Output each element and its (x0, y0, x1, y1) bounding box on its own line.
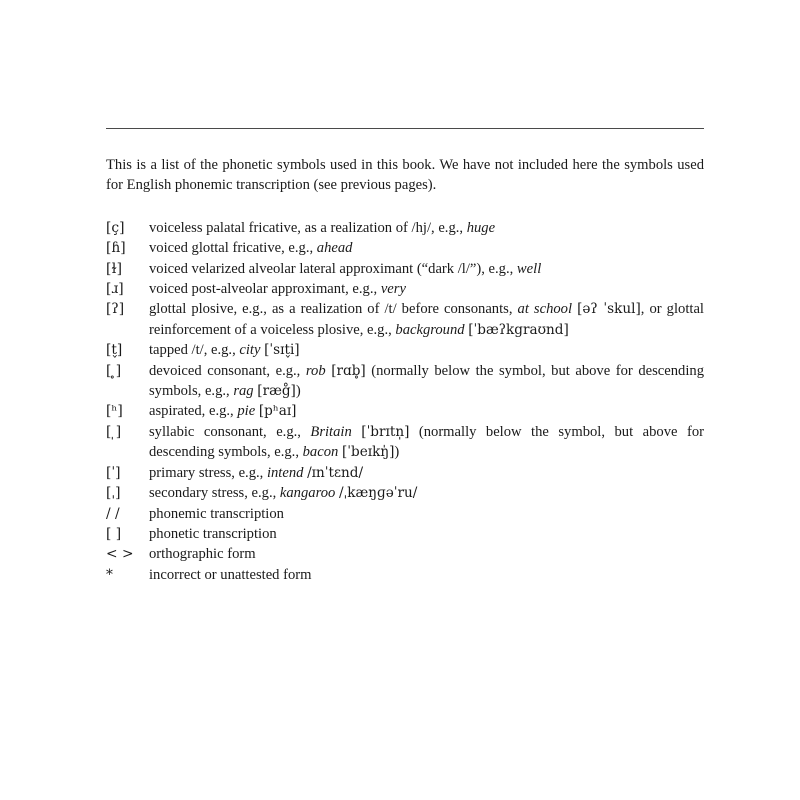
entry-description (149, 218, 704, 238)
entry-symbol: * (106, 566, 113, 583)
entry-example-2: rag (233, 383, 254, 400)
entry-symbol: [ʔ] (106, 301, 125, 318)
entry-example: well (516, 260, 542, 277)
list-item (106, 279, 704, 299)
entry-example: rob (305, 362, 326, 379)
entry-symbol: [ ̩] (106, 423, 122, 440)
entry-description (149, 299, 704, 340)
entry-example: pie (237, 403, 256, 420)
list-item (106, 504, 704, 524)
entry-symbol: [ʰ] (106, 403, 123, 420)
list-item (106, 565, 704, 585)
entry-spacer (352, 424, 362, 440)
list-item (106, 401, 704, 421)
entry-text: voiceless palatal fricative, as a realization of /hj/, e.g., (149, 219, 467, 236)
entry-symbol: [ɦ] (106, 240, 126, 257)
entry-transcription: /ɪnˈtɛnd/ (307, 464, 364, 481)
entry-transcription: [pʰaɪ] (258, 403, 297, 420)
entry-text: aspirated, e.g., (149, 403, 238, 420)
entry-symbol: [ç] (106, 219, 125, 236)
symbol-entry-list (106, 218, 704, 585)
list-item (106, 483, 704, 503)
entry-symbol: [ɫ] (106, 260, 123, 277)
entry-text: , or glottal reinforcement of a voiceless plosive, e.g., (149, 301, 704, 338)
entry-transcription: [rɑb̥] (331, 362, 366, 379)
entry-description (149, 361, 704, 402)
entry-description (149, 422, 704, 463)
entry-description: incorrect or unattested form (149, 566, 312, 583)
entry-example: huge (466, 219, 496, 236)
entry-transcription-2: [ˈbæʔkgraʊnd] (468, 321, 569, 338)
header-divider-rule (106, 128, 704, 129)
entry-example-2: background (395, 321, 465, 338)
list-item (106, 299, 704, 340)
list-item (106, 422, 704, 463)
entry-example: ahead (316, 240, 353, 257)
entry-text: voiced post-alveolar approximant, e.g., (149, 281, 381, 298)
entry-description: phonetic transcription (149, 525, 277, 542)
intro-paragraph: This is a list of the phonetic symbols used in this book. We have not included here the symbols used for English phonemic transcription (see previous pages). (106, 157, 704, 194)
list-item (106, 361, 704, 402)
entry-symbol: [ˌ] (106, 485, 121, 502)
entry-transcription: [əʔ ˈskul] (577, 301, 641, 318)
entry-symbol: [ ] (106, 525, 122, 542)
entry-description (149, 259, 704, 279)
entry-example-2: bacon (302, 444, 339, 461)
entry-text: ) (394, 444, 400, 461)
entry-description (149, 463, 704, 483)
entry-text: (normally below the symbol, but above for descending symbols, e.g., (149, 423, 704, 461)
entry-example: at school (517, 301, 573, 318)
list-item (106, 218, 704, 238)
entry-example: Britain (310, 423, 352, 440)
entry-text: tapped /t/, e.g., (149, 342, 240, 359)
list-item (106, 238, 704, 258)
entry-example: city (239, 342, 261, 359)
entry-description (149, 401, 704, 421)
list-item (106, 259, 704, 279)
entry-text: syllabic consonant, e.g., (149, 423, 311, 440)
list-item (106, 340, 704, 360)
page-content (106, 128, 704, 585)
entry-description (149, 238, 704, 258)
entry-example: kangaroo (279, 485, 336, 502)
entry-symbol: [t̬] (106, 342, 123, 359)
entry-text: ) (295, 383, 301, 400)
entry-transcription-2: [ræg̊] (257, 383, 296, 400)
list-item (106, 463, 704, 483)
entry-symbol: < > (106, 546, 134, 563)
entry-text: voiced velarized alveolar lateral approximant (“dark /l/”), e.g., (149, 260, 517, 277)
entry-transcription: /ˌkæŋɡəˈru/ (338, 485, 418, 502)
entry-symbol: [ˈ] (106, 464, 121, 481)
entry-text: devoiced consonant, e.g., (149, 362, 306, 379)
entry-description (149, 340, 704, 360)
list-item (106, 544, 704, 564)
entry-example: very (380, 281, 406, 298)
entry-symbol: [ ̥] (106, 362, 122, 379)
entry-description: phonemic transcription (149, 505, 284, 522)
entry-text: secondary stress, e.g., (149, 485, 280, 502)
entry-text: voiced glottal fricative, e.g., (149, 240, 317, 257)
entry-example: intend (266, 464, 304, 481)
entry-description: orthographic form (149, 546, 256, 563)
entry-text: primary stress, e.g., (149, 464, 267, 481)
entry-transcription-2: [ˈbeɪkŋ̍] (341, 444, 395, 461)
list-item (106, 524, 704, 544)
entry-description (149, 279, 704, 299)
entry-symbol: / / (106, 505, 120, 522)
entry-transcription: [ˈbrɪtn̩] (361, 423, 410, 440)
entry-transcription: [ˈsɪt̬i] (264, 342, 300, 359)
entry-description (149, 483, 704, 503)
entry-symbol: [ɹ] (106, 281, 124, 298)
entry-text: glottal plosive, e.g., as a realization of /t/ before consonants, (149, 301, 518, 318)
entry-text: (normally below the symbol, but above for descending symbols, e.g., (149, 362, 704, 400)
